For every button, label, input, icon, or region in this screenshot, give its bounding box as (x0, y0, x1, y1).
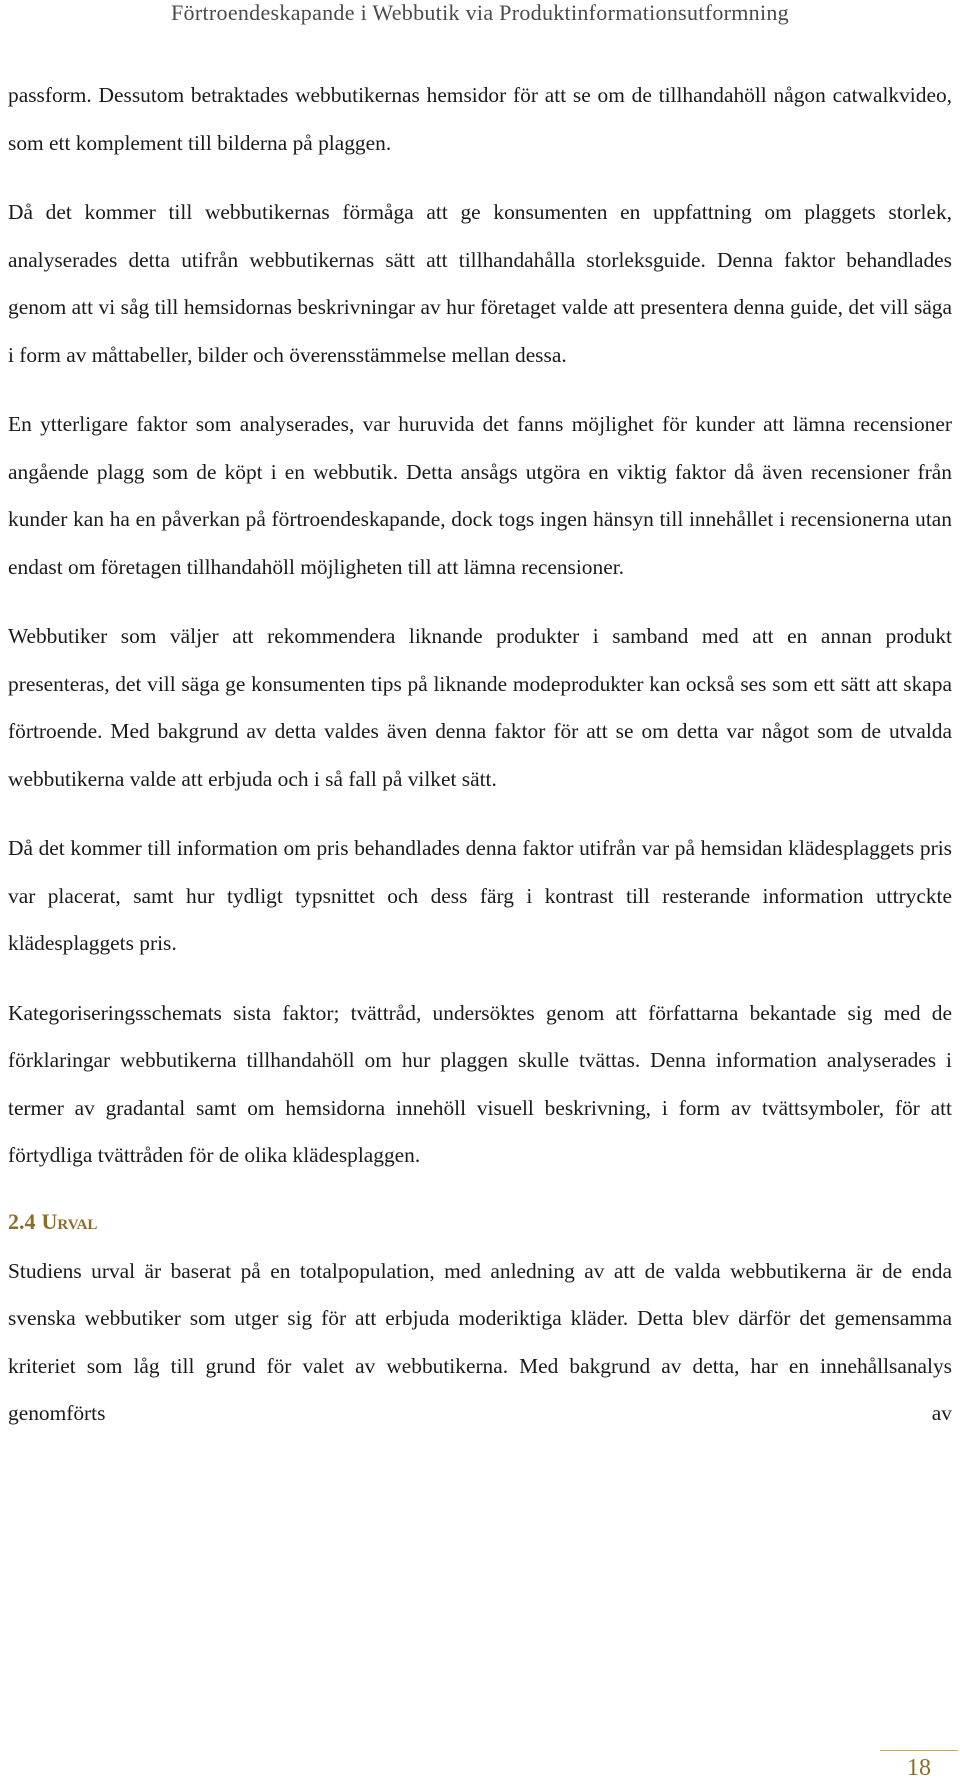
section-heading (8, 1202, 952, 1242)
paragraph-passform: passform. Dessutom betraktades webbutikernas hemsidor för att se om de tillhandahöll någon catwalkvideo, som ett komplement till bilderna på plaggen. (8, 83, 952, 155)
paragraph-rekommendationer: Webbutiker som väljer att rekommendera liknande produkter i samband med att en annan produkt presenteras, det vill säga ge konsumenten tips på liknande modeprodukter kan också ses som ett sätt att skapa förtroende. Med bakgrund av detta valdes även denna faktor för att se om detta var något som de utvalda webbutikerna valde att erbjuda och i så fall på vilket sätt. (8, 624, 952, 791)
paragraph-recensioner: En ytterligare faktor som analyserades, var huruvida det fanns möjlighet för kunder att lämna recensioner angående plagg som de köpt i en webbutik. Detta ansågs utgöra en viktig faktor då även recensioner från kunder kan ha en påverkan på förtroendeskapande, dock togs ingen hänsyn till innehållet i recensionerna utan endast om företagen tillhandahöll möjligheten till att lämna recensioner. (8, 412, 952, 579)
section-number: 2.4 (8, 1208, 36, 1234)
body-text (8, 72, 952, 1460)
paragraph-storleksguide: Då det kommer till webbutikernas förmåga att ge konsumenten en uppfattning om plaggets storlek, analyserades detta utifrån webbutikernas sätt att tillhandahålla storleksguide. Denna faktor behandlades genom att vi såg till hemsidornas beskrivningar av hur företaget valde att presentera denna guide, det vill säga i form av måttabeller, bilder och överensstämmelse mellan dessa. (8, 200, 952, 367)
paragraph-tvattrad: Kategoriseringsschemats sista faktor; tvättråd, undersöktes genom att författarna bekantade sig med de förklaringar webbutikerna tillhandahöll om hur plaggen skulle tvättas. Denna information analyserades i termer av gradantal samt om hemsidorna innehöll visuell beskrivning, i form av tvättsymboler, för att förtydliga tvättråden för de olika klädesplaggen. (8, 1000, 952, 1167)
section-title: Urval (41, 1208, 98, 1234)
page-number: 18 (907, 1755, 931, 1781)
footer-rule (880, 1750, 958, 1751)
running-header: Förtroendeskapande i Webbutik via Produktinformationsutformning (171, 0, 789, 25)
paragraph-pris: Då det kommer till information om pris behandlades denna faktor utifrån var på hemsidan klädesplaggets pris var placerat, samt hur tydligt typsnittet och dess färg i kontrast till resterande information uttryckte klädesplaggets pris. (8, 836, 952, 955)
paragraph-urval: Studiens urval är baserat på en totalpopulation, med anledning av att de valda webbutikerna är de enda svenska webbutiker som utger sig för att erbjuda moderiktiga kläder. Detta blev därför det gemensamma kriteriet som låg till grund för valet av webbutikerna. Med bakgrund av detta, har en innehållsanalys genomförts av (8, 1258, 952, 1425)
